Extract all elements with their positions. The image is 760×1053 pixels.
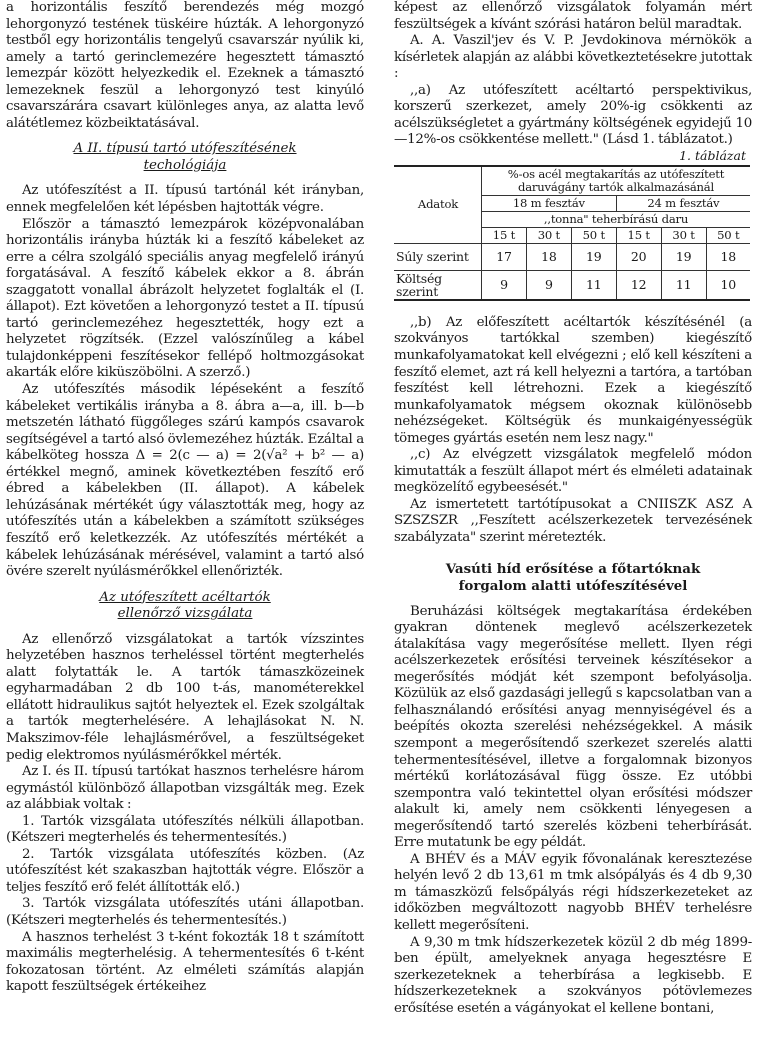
paragraph: képest az ellenőrző vizsgálatok folyamán mért feszültségek a kívánt szórási határon belül maradtak. [394, 0, 752, 32]
table-cell: 19 [661, 243, 706, 270]
table-span-header: 18 m fesztáv [482, 195, 617, 211]
table-subheader: ,,tonna" teherbírású daru [482, 211, 751, 227]
paragraph: Az I. és II. típusú tartókat hasznos terhelésre három egymástól különböző állapotban vizsgálták meg. Ezek az alábbiak voltak : [6, 764, 364, 813]
table-span-header: 24 m fesztáv [616, 195, 750, 211]
section-heading: ellenőrző vizsgálata [117, 606, 253, 622]
list-item: 1. Tartók vizsgálata utófeszítés nélküli állapotban. (Kétszeri megterhelés és tehermentesítés.) [6, 813, 364, 846]
table-col-header: 30 t [661, 227, 706, 243]
table-cell: 10 [706, 270, 750, 300]
table-row [394, 270, 750, 300]
paragraph: Az ismertetett tartótípusokat a CNIISZK ASZ A SZSZSZR ,,Feszített acélszerkezetek tervezésének szabályzata" szerint méretezték. [394, 496, 752, 546]
paragraph: Az ellenőrző vizsgálatokat a tartók vízszintes helyzetében hasznos terheléssel történt megterhelés alatt folytatták le. A tartók támaszközeinek egyharmadában 2 db 100 t-ás, manométerekkel ellátott hidraulikus sajtót helyeztek el. Ezek szolgáltak a tartók megterhelésére. A lehajlásokat N. N. Makszimov-féle lehajlásmérővel, a feszültségeket pedig elektromos nyúlásmérőkkel mérték. [6, 631, 364, 763]
table-row-header: Adatok [394, 166, 482, 244]
table-col-header: 15 t [482, 227, 527, 243]
section-heading: Vasúti híd erősítése a főtartóknak [445, 560, 701, 577]
paragraph: Először a támasztó lemezpárok középvonalában horizontális irányba húzták ki a feszítő kábeleket az erre a célra szolgáló speciális anyag megfelelő irányú forgatásával. A feszítő kábelek ekkor a 8. ábrán szaggatott vonallal ábrázolt helyzetet foglalták el (I. állapot). Ezt követően a lehorgonyzó testet a II. típusú tartó gerinclemezéhez hegesztették, hogy ezt a helyzetet rögzítsék. (Ezzel valószínűleg a kábel tulajdonképpeni feszítésekor fellépő holtmozgásokat akarták előre kiküszöbölni. A szerző.) [6, 216, 364, 381]
paragraph: a horizontális feszítő berendezés még mozgó lehorgonyzó testének tüskéire húzták. A lehorgonyzó testből egy horizontális tengelyű csavarszár nyúlik ki, amely a tartó gerinclemezére hegesztett támasztó lemezpár között helyezkedik el. Ezeknek a támasztó lemezeknek feszül a lehorgonyzó test kinyúló csavarszárára csavart különleges anya, az alatta levő alátétlemez közbeiktatásával. [6, 0, 364, 131]
table-cell: 18 [526, 243, 571, 270]
list-item: 2. Tartók vizsgálata utófeszítés közben. (Az utófeszítést két szakaszban hajtották végre. Először a teljes feszítő erő felét állították elő.) [6, 846, 364, 895]
list-item: 3. Tartók vizsgálata utófeszítés utáni állapotban. (Kétszeri megterhelés és tehermentesítés.) [6, 896, 364, 928]
paragraph: A 9,30 m tmk hídszerkezetek közül 2 db még 1899-ben épült, amelyeknek anyaga hegesztésre E szerkezeteknek a teherbírása a legkisebb. E hídszerkezeteknek a szokványos pótövlemezes erősítése esetén a vágányokat el kellene bontani, [394, 934, 752, 1016]
paragraph: A. A. Vaszil'jev és V. P. Jevdokinova mérnökök a kísérletek alapján az alábbi következtetésekre jutottak : [394, 33, 752, 82]
paragraph: A BHÉV és a MÁV egyik fővonalának keresztezése helyén levő 2 db 13,61 m tmk alsópályás és 4 db 9,30 m támaszközű felsőpályás régi hídszerkezeteket az időközben megváltozott nagyobb BHÉV terhelésre kellett megerősíteni. [394, 851, 752, 933]
section-heading: A II. típusú tartó utófeszítésének [73, 141, 297, 157]
table-col-header: 50 t [571, 227, 616, 243]
data-table [394, 165, 750, 301]
table-col-header: 30 t [526, 227, 571, 243]
paragraph: Az utófeszítés második lépéseként a feszítő kábeleket vertikális irányba a 8. ábra a—a, ill. b—b metszetén látható függőleges szárú kampós csavarok segítségével a tartó alsó övlemezéhez húzták. Ezáltal a kábelköteg hossza Δ = 2(c — a) = 2(√a² + b² — a) értékkel megnő, aminek következtében feszítő erő ébred a kábelekben (II. állapot). A kábelek lehúzásának mértékét úgy választották meg, hogy az utófeszítés után a kábelekben a számított szükséges feszítő erő keletkezzék. Az utófeszítés mértékét a kábelek lehúzásának mérésével, valamint a tartó alsó övére szerelt nyúlásmérőkkel ellenőrizték. [6, 382, 364, 580]
table-row-label: Költség szerint [394, 270, 482, 300]
table-cell: 11 [661, 270, 706, 300]
table-cell: 12 [616, 270, 661, 300]
paragraph: A hasznos terhelést 3 t-ként fokozták 18 t számított maximális megterhelésig. A tehermentesítés 6 t-ként fokozatosan történt. Az elméleti számítás alapján kapott feszültségek értékeihez [6, 929, 364, 995]
paragraph: Beruházási költségek megtakarítása érdekében gyakran döntenek meglevő acélszerkezetek átalakítása vagy megerősítése mellett. Ilyen régi acélszerkezetek erősítési terveinek készítésekor a megerősítés módját két szempont befolyásolja. Közülük az első gazdasági jellegű s kapcsolatban van a felhasználandó erősítési anyag mennyiségével és a beépítés okozta szerelési nehézségekkel. A másik szempont a megerősítendő szerkezet szerelés alatti tehermentesítésével, illetve a forgalomnak bizonyos mértékű korlátozásával függ össze. Ez utóbbi szempontra való tekintettel olyan erősítési módszer alakult ki, amely nem csökkenti lényegesen a megerősítendő tartó szerelés közbeni teherbírását. Erre mutatunk be egy példát. [394, 603, 752, 851]
table-title: %-os acél megtakarítás az utófeszített daruvágány tartók alkalmazásánál [482, 166, 751, 196]
table-cell: 17 [482, 243, 527, 270]
table-col-header: 50 t [706, 227, 750, 243]
paragraph: ,,c) Az elvégzett vizsgálatok megfelelő módon kimutatták a feszült állapot mért és elméleti adatainak megközelítő egybeesését." [394, 447, 752, 496]
section-heading: forgalom alatti utófeszítésével [458, 577, 688, 594]
table-row-label: Súly szerint [394, 243, 482, 270]
paragraph: ,,b) Az előfeszített acéltartók készítésénél (a szokványos tartókkal szemben) kiegészítő munkafolyamatokat kell elvégezni ; elő kell készíteni a feszítő elemet, azt rá kell helyezni a tartóra, a tartóban feszítést kell létrehozni. Ezek a kiegészítő munkafolyamatok mégsem okoznak különösebb nehézségeket. Költségük és munkaigényességük tömeges gyártás esetén nem lesz nagy." [394, 314, 752, 446]
section-heading: Az utófeszített acéltartók [99, 589, 271, 605]
table-cell: 9 [526, 270, 571, 300]
paragraph: ,,a) Az utófeszített acéltartó perspektivikus, korszerű szerkezet, amely 20%-ig csökkenti az acélszükségletet a gyártmány költségének egyidejű 10—12%-os csökkentése mellett." (Lásd 1. táblázatot.) [394, 82, 752, 148]
table-cell: 11 [571, 270, 616, 300]
section-heading: techológiája [143, 157, 227, 173]
table-col-header: 15 t [616, 227, 661, 243]
table-cell: 20 [616, 243, 661, 270]
table-cell: 19 [571, 243, 616, 270]
table-cell: 9 [482, 270, 527, 300]
left-column [6, 0, 364, 996]
table-caption: 1. táblázat [679, 147, 746, 163]
table-cell: 18 [706, 243, 750, 270]
paragraph: Az utófeszítést a II. típusú tartónál két irányban, ennek megfelelően két lépésben hajtották végre. [6, 183, 364, 216]
right-column [394, 0, 752, 1017]
table-row [394, 243, 750, 270]
